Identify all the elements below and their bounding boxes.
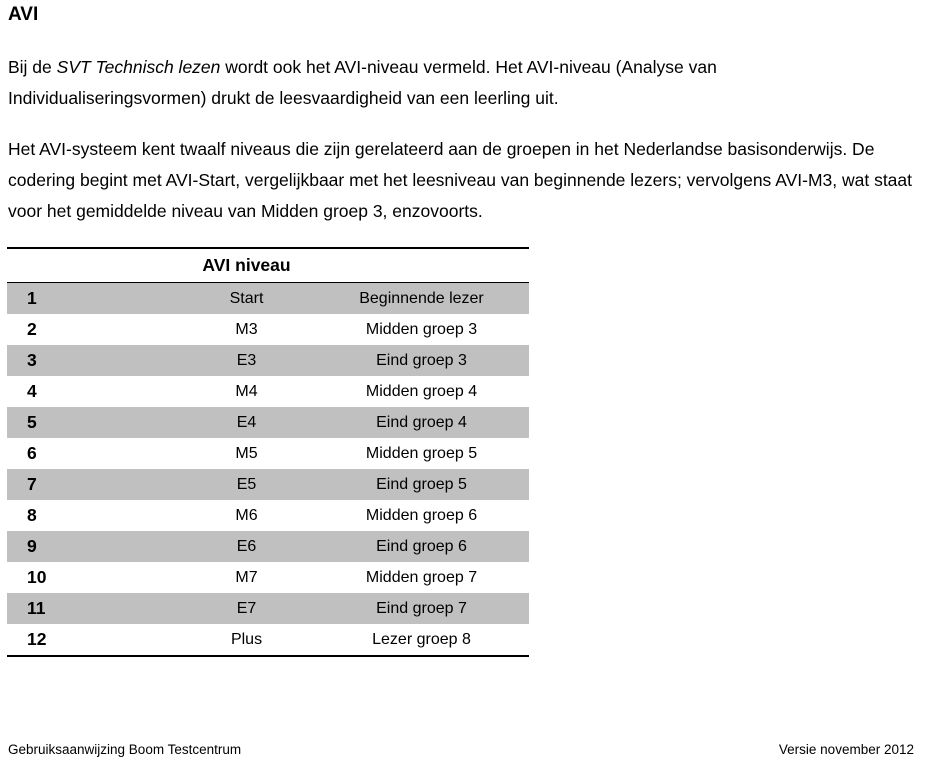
table-row: [7, 314, 529, 345]
footer-version: Versie november 2012: [778, 742, 914, 757]
row-number: 7: [7, 469, 179, 500]
table-header-row: [7, 248, 529, 283]
row-avi-level: E7: [179, 593, 314, 624]
table-row: [7, 531, 529, 562]
row-description: Eind groep 6: [314, 531, 529, 562]
row-number: 4: [27, 381, 37, 401]
avi-system-paragraph: Het AVI-systeem kent twaalf niveaus die zijn gerelateerd aan de groepen in het Nederlandse basisonderwijs. De codering begint met AVI-Start, vergelijkbaar met het leesniveau van beginnende lezers; vervolgens AVI-M3, wat staat voor het gemiddelde niveau van Midden groep 3, enzovoorts.: [8, 139, 913, 221]
footer-publisher: Gebruiksaanwijzing Boom Testcentrum: [8, 742, 242, 757]
table-row: [7, 438, 529, 469]
row-number: 9: [7, 531, 179, 562]
row-number: 8: [27, 505, 37, 525]
row-number: 10: [27, 567, 47, 587]
table-row: [7, 500, 529, 531]
table-row: [7, 624, 529, 656]
row-avi-level: E3: [179, 345, 314, 376]
row-avi-level: M5: [235, 444, 258, 462]
intro-lead-text: Bij de: [8, 57, 57, 77]
row-avi-level: M3: [235, 320, 258, 338]
row-number: 1: [7, 283, 179, 315]
table-row: [7, 469, 529, 500]
header-cell-avi-niveau: AVI niveau: [202, 255, 291, 275]
table-row: [7, 593, 529, 624]
table-row: [7, 345, 529, 376]
row-description: Eind groep 3: [314, 345, 529, 376]
row-number: 3: [7, 345, 179, 376]
table-row: [7, 407, 529, 438]
avi-levels-table: [7, 247, 529, 657]
row-description: Midden groep 6: [365, 506, 478, 524]
row-avi-level: E5: [179, 469, 314, 500]
row-avi-level: Plus: [230, 630, 263, 648]
row-avi-level: M7: [235, 568, 258, 586]
row-description: Beginnende lezer: [314, 283, 529, 315]
table-row: [7, 376, 529, 407]
row-number: 12: [27, 629, 47, 649]
row-description: Eind groep 5: [314, 469, 529, 500]
row-avi-level: Start: [179, 283, 314, 315]
row-description: Midden groep 5: [365, 444, 478, 462]
table-row: [7, 283, 529, 315]
row-avi-level: E4: [179, 407, 314, 438]
row-number: 11: [7, 593, 179, 624]
row-avi-level: M4: [235, 382, 258, 400]
row-description: Lezer groep 8: [372, 630, 471, 648]
row-number: 6: [27, 443, 37, 463]
page-title: AVI: [8, 4, 39, 25]
row-description: Midden groep 7: [365, 568, 478, 586]
header-cell-empty: [7, 248, 179, 283]
row-description: Midden groep 3: [365, 320, 478, 338]
intro-rest-text: wordt ook het AVI-niveau vermeld. Het AVI-niveau (Analyse van Individualiseringsvormen) drukt de leesvaardigheid van een leerling uit.: [8, 57, 717, 108]
row-number: 2: [27, 319, 37, 339]
test-name-emphasis: SVT Technisch lezen: [56, 57, 221, 77]
table-row: [7, 562, 529, 593]
row-description: Eind groep 7: [314, 593, 529, 624]
header-cell-empty: [314, 248, 529, 283]
row-avi-level: M6: [235, 506, 258, 524]
row-description: Eind groep 4: [314, 407, 529, 438]
row-description: Midden groep 4: [365, 382, 478, 400]
row-number: 5: [7, 407, 179, 438]
intro-paragraph: [8, 52, 913, 114]
row-avi-level: E6: [179, 531, 314, 562]
